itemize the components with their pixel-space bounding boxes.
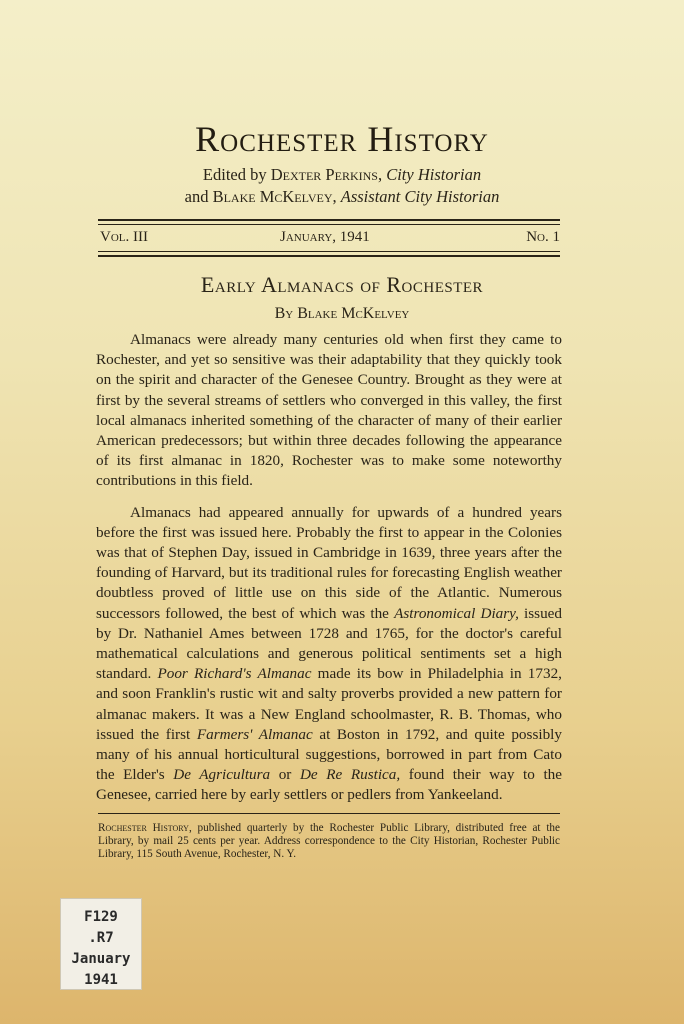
top-rule-thin [98, 224, 560, 225]
title-astronomical-diary: Astronomical Diary, [394, 604, 519, 622]
article-title: Early Almanacs of Rochester [200, 272, 484, 297]
editor-line-2: and Blake McKelvey, Assistant City Historian [184, 187, 500, 206]
editor-line-1: Edited by Dexter Perkins, City Historian [202, 165, 482, 184]
editor-name: Dexter Perkins, [270, 165, 383, 184]
issue-number: No. 1 [526, 229, 560, 245]
publication-note: Rochester History, published quarterly by the Rochester Public Library, distributed free at the Library, by mail 25 cents per year. Address correspondence to the City Historian, Rochester Public Library, 115 South Avenue, Rochester, N. Y. [98, 822, 560, 860]
article-body [96, 330, 562, 817]
top-rule-thick [98, 219, 560, 221]
assistant-editor-role: Assistant City Historian [340, 187, 500, 206]
title-de-re-rustica: De Re Rustica, [299, 766, 401, 784]
library-call-number-label: F129 .R7 January 1941 [60, 898, 142, 990]
issue-date: January, 1941 [280, 229, 370, 245]
paragraph-1: Almanacs were already many centuries old when first they came to Rochester, and yet so sensitive was their adaptability that they quickly took on the spirit and character of the Genesee Country. Brought as they were at first by the several streams of settlers who converged in this valley, the first local almanacs inherited something of the character of many of their earlier American predecessors; but within three decades following the appearance of its first almanac in 1820, Rochester was to make some noteworthy contributions in this field. [96, 331, 562, 490]
bottom-rule-thin [98, 251, 560, 252]
article-byline: By Blake McKelvey [274, 305, 410, 322]
paragraph-2: Almanacs had appeared annually for upwards of a hundred years before the first was issued here. Probably the first to appear in the Colonies was that of Stephen Day, issued in Cambridge in 1639, three years after the founding of Harvard, but its traditional rules for forecasting English weather doubtless proved of little use on this side of the Atlantic. Numerous successors followed, the best of which was the Astronomical Diary, issued by Dr. Nathaniel Ames between 1728 and 1765, for the doctor's careful mathematical calculations and generous political sentiments set a high standard. Poor Richard's Almanac made its bow in Philadelphia in 1732, and soon Franklin's rustic wit and salty proverbs provided a new pattern for almanac makers. It was a New England schoolmaster, R. B. Thomas, who issued the first Farmers' Almanac at Boston in 1792, and quite possibly many of his annual horticultural suggestions, borrowed in part from Cato the Elder's De Agricultura or De Re Rustica, found their way to the Genesee, carried here by early settlers or pedlers from Yankeeland. [96, 503, 563, 804]
footer-rule [98, 813, 560, 814]
assistant-editor-name: Blake McKelvey, [212, 187, 337, 206]
volume-label: Vol. III [100, 229, 148, 245]
editor-role: City Historian [386, 165, 482, 184]
title-de-agricultura: De Agricultura [173, 766, 271, 784]
editors-block [0, 164, 684, 208]
bottom-rule-thick [98, 255, 560, 257]
title-poor-richards-almanac: Poor Richard's Almanac [157, 665, 312, 683]
title-farmers-almanac: Farmers' Almanac [196, 725, 313, 743]
publication-title: Rochester History [195, 119, 489, 159]
footer-publication-name: Rochester History, [98, 822, 192, 834]
